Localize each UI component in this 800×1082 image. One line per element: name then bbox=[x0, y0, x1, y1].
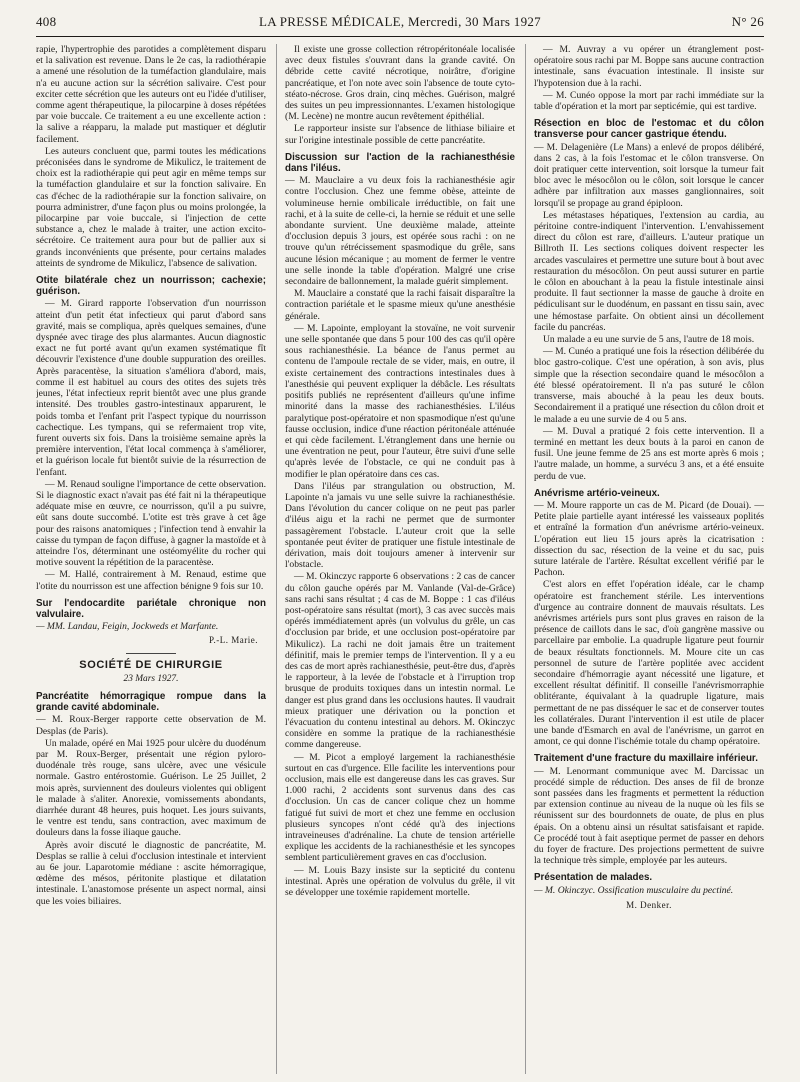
subsection-heading: Pancréatite hémorragique rompue dans la grande cavité abdominale. bbox=[36, 690, 266, 714]
paragraph: Les auteurs concluent que, parmi toutes les médications préconisées dans le syndrome de Mikulicz, le traitement de choix est la radiothérapie qui peut agir en même temps sur la tuméfaction glandulaire et sur la fonction salivaire. En cas d'échec de la radiothérapie sur la fonction salivaire, on pourra administrer, d'une façon plus ou moins prolongée, la pilocarpine par voie buccale, si l'injection de cette substance a, chez le malade à traiter, une action excito-sécrétoire. Ce traitement aura pour but de pallier aux si grands inconvénients que présente, pour certains malades atteints de syndrome de Mikulicz, l'absence de salivation. bbox=[36, 145, 266, 269]
author-signature: P.-L. Marie. bbox=[209, 635, 258, 646]
paragraph: Il existe une grosse collection rétropéritonéale localisée avec deux fistules s'ouvrant dans la grande cavité. On débride cette cavité nécrotique, noirâtre, d'origine pancréatique, et l'on note avec soin l'absence de toute cyto-stéato-nécrose. Gros drain, cinq mèches. Guérison, malgré des suites un peu impressionnantes. L'examen histologique (M. Lecène) ne montre aucun revêtement épithélial. bbox=[285, 44, 515, 123]
paragraph: rapie, l'hypertrophie des parotides a complètement disparu et la salivation est revenue. Dans le 2e cas, la radiothérapie a amené une résolution de la tuméfaction glandulaire, mais n'a eu aucune action sur la sécrétion salivaire. C'est pour exciter cette sécrétion que les auteurs ont eu l'idée d'utiliser, comme agent thérapeutique, la pilocarpine à doses répétées par voie buccale. Ce traitement a eu une excellente action : la salive a réapparu, la malade put mastiquer et déglutir facilement. bbox=[36, 44, 266, 145]
paragraph: — M. Roux-Berger rapporte cette observation de M. Desplas (de Paris). bbox=[36, 714, 266, 737]
column-2 bbox=[276, 44, 515, 1074]
paragraph: Le rapporteur insiste sur l'absence de lithiase biliaire et sur l'origine intestinale possible de cette pancréatite. bbox=[285, 123, 515, 146]
paragraph: — M. Okinczyc. Ossification musculaire du pectiné. bbox=[534, 884, 734, 896]
subsection-heading: Sur l'endocardite pariétale chronique non valvulaire. bbox=[36, 597, 266, 620]
page-header bbox=[36, 14, 764, 36]
paragraph: — M. Louis Bazy insiste sur la septicité du contenu intestinal. Après une opération de volvulus du grêle, il vit se développer une toxémie rapidement mortelle. bbox=[285, 864, 515, 899]
paragraph: — M. Okinczyc rapporte 6 observations : 2 cas de cancer du côlon gauche opérés par M. Vanlande (Val-de-Grâce) sans rachi sans résultat ; 4 cas de M. Boppe : 1 cas d'iléus post-opératoire sans résultat (mort), 3 cas avec succès mais opérés immédiatement après (un volvulus du grêle, un cas d'occlusion par bride, et une occlusion post-opératoire par Mikulicz). La rachi ne doit jamais être un traitement définitif, mais le premier temps de l'intervention. Il y a eu des cas de mort après rachianesthésie, peut-être dus, d'après le rapporteur, à la levée de l'obstacle et à l'irruption trop brusque de produits toxiques dans un intestin normal. Le danger est plus grand dans les occlusions hautes. Il vaudrait mieux pratiquer une dérivation ou la ponction et l'évacuation du contenu intestinal au dehors. M. Okinczyc considère en somme la pratique de la rachianesthésie comme dangereuse. bbox=[285, 571, 515, 751]
paragraph: — M. Girard rapporte l'observation d'un nourrisson atteint d'un petit état infectieux qui parut d'abord sans gravité, mais se compliqua, après quelques semaines, d'une dyspnée avec tirage des plus alarmantes. Aucun diagnostic exact ne fut porté avant qu'un examen systématique fît découvrir l'existence d'une double suppuration des oreilles. Après paracentèse, la situation s'améliora d'abord, mais, comme il est habituel au cours des otites des sujets très jeunes, l'état infectieux reprit bientôt avec une plus grande intensité. Des troubles gastro-intestinaux apparurent, le poids tomba et l'enfant prit l'aspect typique du nourrisson cachectique. Les tympans, qui se refermaient trop vite, furent ouverts six fois. Dans la troisième semaine après la première intervention, l'état local commença à s'améliorer, et la guérison locale fut bientôt suivie de la résurrection de l'enfant. bbox=[36, 298, 266, 478]
paragraph: — MM. Landau, Feigin, Jockweds et Marfante. bbox=[36, 621, 219, 633]
paragraph: — M. Moure rapporte un cas de M. Picard (de Douai). — Petite plaie partielle ayant intéressé les vaisseaux poplités et entraîné la formation d'un anévrisme artério-veineux. L'opération eut lieu 15 jours après la cicatrisation : dissection du sac, résection de la veine et du sac, puis suture latérale de l'artère. Résultat excellent vérifié par le Pachon. bbox=[534, 499, 764, 579]
paragraph: — M. Cunéo oppose la mort par rachi immédiate sur la table d'opération et la mort par septicémie, qui est tardive. bbox=[534, 89, 764, 113]
subsection-heading: Anévrisme artério-veineux. bbox=[534, 487, 660, 499]
paragraph: Un malade a eu une survie de 5 ans, l'autre de 18 mois. bbox=[543, 334, 755, 346]
paragraph: M. Mauclaire a constaté que la rachi faisait disparaître la contraction pariétale et le spasme mieux qu'une anesthésie générale. bbox=[285, 288, 515, 322]
text-columns bbox=[36, 44, 764, 1074]
paragraph: — M. Hallé, contrairement à M. Renaud, estime que l'otite du nourrisson est une affection bénigne 9 fois sur 10. bbox=[36, 569, 266, 592]
paragraph: — M. Renaud souligne l'importance de cette observation. Si le diagnostic exact n'avait pas été fait ni la thérapeutique adéquate mise en œuvre, ce nourrisson, qu'il a pu suivre, eût sans doute succombé. L'otite est très grave à cet âge pour des raisons anatomiques ; l'infection tend à envahir la caisse du tympan de façon diffuse, à gagner la mastoïde et à atteindre l'os, déterminant une ostéomyélite du rocher qui motive souvent la répétition de la paracentèse. bbox=[36, 478, 266, 569]
session-date: 23 Mars 1927. bbox=[123, 673, 179, 684]
issue-number: N° 26 bbox=[731, 14, 764, 29]
page-number: 408 bbox=[36, 14, 57, 29]
section-divider bbox=[126, 653, 176, 654]
paragraph: — M. Lapointe, employant la stovaïne, ne voit survenir une selle spontanée que dans 5 pour 100 des cas qu'il opère sous rachianesthésie. La béance de l'anus permet au contenu de l'ampoule rectale de se vider, mais, en outre, il existe certainement des contractions intestinales dues à l'anesthésie qui peuvent expliquer la débâcle. Les résultats positifs publiés ne représentent d'ailleurs qu'une infime minorité dans la masse des rachianesthésies. L'iléus paralytique post-opératoire et non spasmodique n'est qu'une fausse occlusion, indice d'une réaction péritonéale atténuée et qui cède facilement. L'étranglement dans une hernie ou une éventration ne peut, pour l'auteur, être suivi d'une selle qu'après levée de l'obstacle, ce qui ne conduit pas à modifier le plan opératoire dans ces cas. bbox=[285, 322, 515, 480]
author-signature: M. Denker. bbox=[626, 899, 672, 910]
subsection-heading: Résection en bloc de l'estomac et du côlon transverse pour cancer gastrique étendu. bbox=[534, 118, 764, 141]
subsection-heading: Discussion sur l'action de la rachianesthésie dans l'iléus. bbox=[285, 151, 515, 175]
paragraph: Après avoir discuté le diagnostic de pancréatite, M. Desplas se rallie à celui d'occlusion intestinale et intervient au 6e jour. Laparotomie médiane : ascite hémorragique, œdème des mésos, péritonite plastique et dilatation intestinale. L'anastomose présente un aspect normal, ainsi que les voies biliaires. bbox=[36, 839, 266, 907]
journal-title: LA PRESSE MÉDICALE, Mercredi, 30 Mars 1927 bbox=[259, 14, 541, 29]
section-title: SOCIÉTÉ DE CHIRURGIE bbox=[79, 658, 223, 671]
paragraph: — M. Mauclaire a vu deux fois la rachianesthésie agir contre l'occlusion. Chez une femme obèse, atteinte de volumineuse hernie ombilicale irréductible, on fait une rachi, et à la suite de celle-ci, la hernie se réduit et une selle abondante survient. Une deuxième malade, atteinte d'occlusion depuis 3 jours, est opérée sous rachi : on ne trouve qu'un rétrécissement spasmodique du grêle, sans aucune lésion mécanique ; au moment de fermer le ventre une selle inonde la table d'opération. Malgré une crise secondaire de ballonnement, la malade guérit simplement. bbox=[285, 175, 515, 288]
paragraph: — M. Duval a pratiqué 2 fois cette intervention. Il a terminé en mettant les deux bouts à la paroi en canon de fusil. Une jeune femme de 25 ans est morte après 6 mois ; l'autre malade, un homme, a survécu 3 ans, et a été ensuite perdu de vue. bbox=[534, 425, 764, 482]
paragraph: — M. Auvray a vu opérer un étranglement post-opératoire sous rachi par M. Boppe sans aucune contraction intestinale, sans évacuation intestinale. Il insiste sur l'hypotension due à la rachi. bbox=[534, 44, 764, 89]
subsection-heading: Traitement d'une fracture du maxillaire inférieur. bbox=[534, 753, 758, 765]
paragraph: — M. Delagenière (Le Mans) a enlevé de propos délibéré, dans 2 cas, à la fois l'estomac et le côlon transverse. On doit pratiquer cette intervention, soit lorsque la tumeur fait bloc avec le mésocôlon ou le côlon, soit lorsque le cancer adhère par infiltration aux masses ganglionnaires, soit lorsqu'il se propage au grand épiploon. bbox=[534, 141, 764, 209]
paragraph: — M. Cunéo a pratiqué une fois la résection délibérée du bloc gastro-colique. C'est une opération, à son avis, plus simple que la résection secondaire quand le mésocôlon a été blessé opératoirement. Il n'a pas suturé le côlon transverse, mais abouché à la peau les deux bouts. Secondairement il a pratiqué une résection du côlon droit et le malade a eu une survie de 4 ou 5 ans. bbox=[534, 346, 764, 425]
paragraph: Les métastases hépatiques, l'extension au cardia, au péritoine contre-indiquent l'intervention. L'envahissement direct du côlon est rare, d'ailleurs. L'auteur pratique un Billroth II. Les sections coliques doivent respecter les arcades vasculaires et permettre une suture bout à bout avec restauration du mésocôlon. On peut aussi suturer en partie le côlon en abouchant à la peau la fistule intestinale ainsi produite. Il faut sectionner la masse de gauche à droite en pédiculisant sur le duodénum, en passant en tissu sain, avec une hémostase parfaite. On obtient ainsi un décollement facile du pancréas. bbox=[534, 209, 764, 333]
header-rule bbox=[36, 36, 764, 37]
column-3 bbox=[525, 44, 764, 1074]
subsection-heading: Présentation de malades. bbox=[534, 872, 653, 884]
subsection-heading: Otite bilatérale chez un nourrisson; cachexie; guérison. bbox=[36, 275, 266, 298]
column-1 bbox=[36, 44, 266, 1074]
paragraph: C'est alors en effet l'opération idéale, car le champ opératoire est franchement stérile. Les interventions d'urgence au contraire donnent de mauvais résultats. Les anévrismes artériels purs sont plus graves en raison de la présence de caillots dans le sac, d'où gangrène massive ou parcellaire par embolie. La quadruple ligature peut fournir de beaux résultats fonctionnels. M. Moure cite un cas personnel de suture de l'artère poplitée avec accident secondaire d'hémorragie ayant nécessité une ligature, et excellent résultat définitif. Il conseille l'anévrismorraphie oblitérante, équivalant à la quadruple ligature, mais permettant de ne pas disséquer le sac et de conserver toutes les collatérales. Durant l'intervention il est utile de placer une bande d'Esmarch en aval de l'anévrisme, un garrot en amont, ce qui donne l'ischémie totale du champ opératoire. bbox=[534, 579, 764, 748]
paragraph: Dans l'iléus par strangulation ou obstruction, M. Lapointe n'a jamais vu une selle suivre la rachianesthésie. Dans l'évolution du cancer colique on ne peut pas parler d'iléus aigu et la rachi ne permet que de surmonter passagèrement l'obstacle. L'auteur croit que la selle spontanée peut éviter de pratiquer une fistule intestinale de dérivation, mais doit toujours amener à intervenir sur l'obstacle. bbox=[285, 480, 515, 571]
paragraph: — M. Picot a employé largement la rachianesthésie surtout en cas d'urgence. Elle facilite les interventions pour occlusion, mais elle est dangereuse dans les cas graves. Sur 1.000 rachi, 2 accidents sont survenus dans des cas d'occlusion. Un cas de cancer colique chez un homme fatigué fut suivi de mort et chez une femme en occlusion plusieurs syncopes n'ont cédé qu'à des injections intraveineuses d'adrénaline. La chute de tension artérielle explique les accidents de la rachianesthésie et les syncopes semblent particulièrement graves en cas d'occlusion. bbox=[285, 751, 515, 864]
paragraph: Un malade, opéré en Mai 1925 pour ulcère du duodénum par M. Roux-Berger, présentait une région pyloro-duodénale très rouge, sans ulcère, avec une vésicule normale. Gastro entérostomie. Guérison. Le 25 Juillet, 2 mois après, surviennent des douleurs violentes qui obligent le malade à s'aliter. Anorexie, vomissements abondants, diarrhée durant 48 heures, puis hoquet. Les jours suivants, le ventre est tendu, sans contraction, avec maximum de douleurs dans la fosse iliaque gauche. bbox=[36, 737, 266, 839]
paragraph: — M. Lenormant communique avec M. Darcissac un procédé simple de réduction. Des anses de fil de bronze sont passées dans les fragments et permettent la réduction par extension continue au niveau de la nuque où les fils se réunissent sur des bourdonnets de ouate, de plus en plus épais. On a obtenu ainsi un résultat satisfaisant et rapide. Ce procédé tout à fait aseptique permet de passer en dehors du foyer de fracture. Des projections permettent de suivre la technique très simple, employée par les auteurs. bbox=[534, 765, 764, 867]
